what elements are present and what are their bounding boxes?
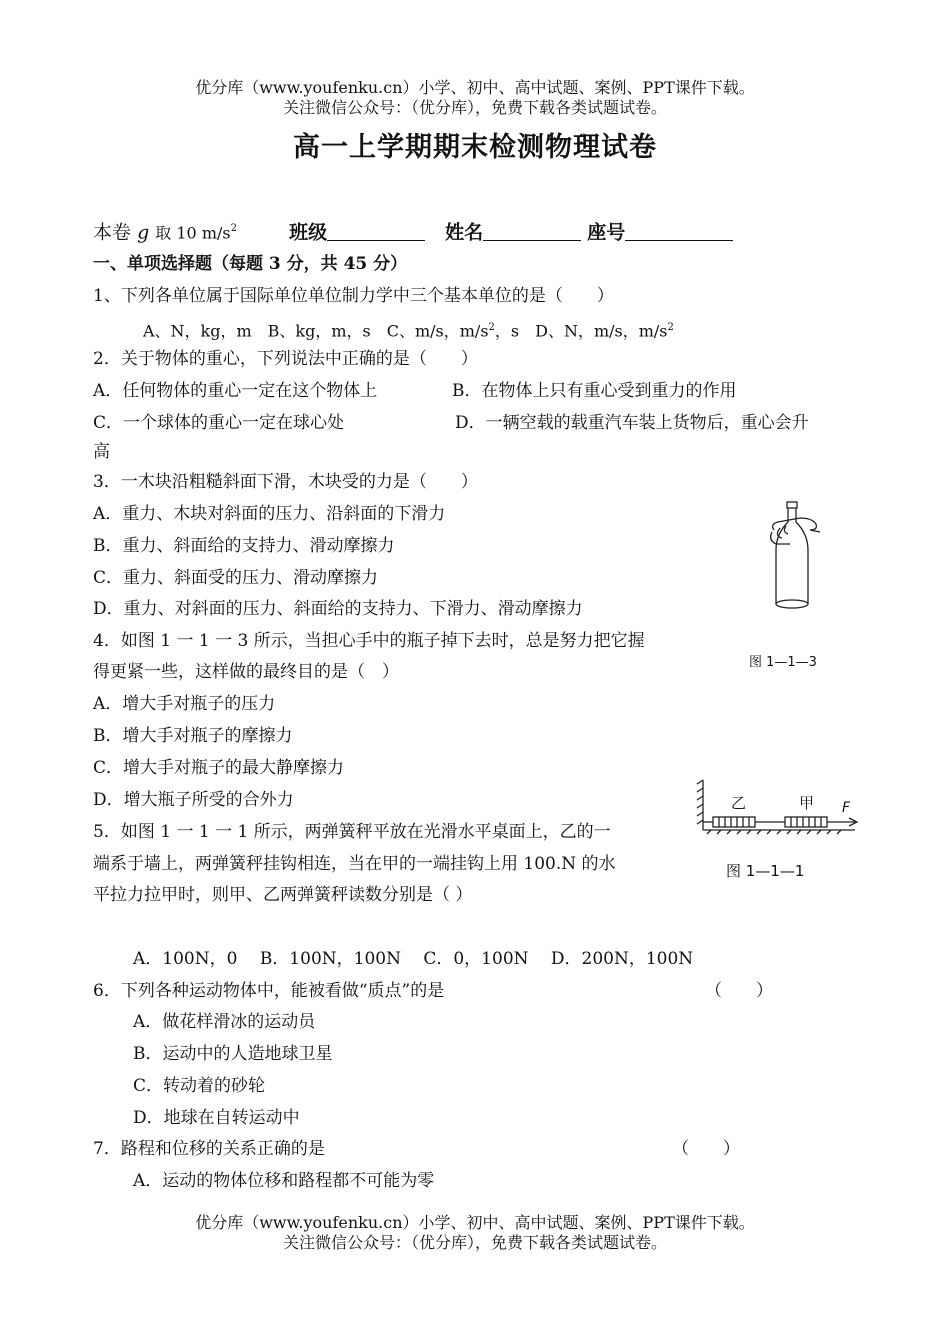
- q4-option-b: B．增大手对瓶子的摩擦力: [93, 726, 293, 746]
- q1-options: [143, 317, 674, 342]
- name-blank[interactable]: [483, 222, 581, 241]
- q1-options-part-a: A、N，kg，m B、kg，m，s C、m/s，m/s: [143, 321, 489, 341]
- info-line: [93, 218, 733, 244]
- q2-option-c: C．一个球体的重心一定在球心处: [93, 413, 345, 433]
- g-value: 取 10 m/s: [155, 223, 231, 243]
- q2-option-d: D．一辆空载的载重汽车装上货物后，重心会升: [455, 413, 809, 433]
- footer-line-1: 优分库（www.youfenku.cn）小学、初中、高中试题、案例、PPT课件下载。: [195, 1213, 755, 1232]
- q7-stem: 7．路程和位移的关系正确的是: [93, 1139, 325, 1159]
- q3-option-d: D．重力、对斜面的压力、斜面给的支持力、下滑力、滑动摩擦力: [93, 599, 583, 619]
- q4-option-d: D．增大瓶子所受的合外力: [93, 790, 294, 810]
- q3-option-a: A．重力、木块对斜面的压力、沿斜面的下滑力: [93, 504, 446, 524]
- q5-stem-line-3: 平拉力拉甲时，则甲、乙两弹簧秤读数分别是（ ）: [93, 885, 473, 905]
- g-var: g: [137, 221, 150, 244]
- q3-stem: 3．一木块沿粗糙斜面下滑，木块受的力是（ ）: [93, 472, 478, 492]
- seat-blank[interactable]: [625, 222, 733, 241]
- header-line-2: 关注微信公众号：（优分库），免费下载各类试题试卷。: [282, 98, 667, 117]
- q4-stem-line-1: 4．如图 1 一 1 一 3 所示，当担心手中的瓶子掉下去时，总是努力把它握: [93, 631, 645, 651]
- label-jia: 甲: [799, 794, 815, 812]
- q3-option-c: C．重力、斜面受的压力、滑动摩擦力: [93, 568, 379, 588]
- q6-option-b: B．运动中的人造地球卫星: [133, 1044, 333, 1064]
- spring-scale-figure: [695, 778, 865, 838]
- q1-sup-1: 2: [488, 322, 495, 333]
- q5-stem-line-1: 5．如图 1 一 1 一 1 所示，两弹簧秤平放在光滑水平桌面上，乙的一: [93, 822, 611, 842]
- section-1-heading: 一、单项选择题（每题 3 分，共 45 分）: [93, 254, 408, 274]
- g-sup: 2: [230, 223, 237, 234]
- q4-stem-line-2: 得更紧一些，这样做的最终目的是（ ）: [93, 662, 399, 682]
- q7-answer-paren: （ ）: [672, 1139, 740, 1159]
- q3-option-b: B．重力、斜面给的支持力、滑动摩擦力: [93, 536, 395, 556]
- class-label: 班级: [289, 221, 328, 244]
- q2-option-d-continued: 高: [93, 442, 110, 462]
- q5-options: A．100N，0 B．100N，100N C．0，100N D．200N，100N: [133, 949, 694, 969]
- q2-option-a: A．任何物体的重心一定在这个物体上: [93, 381, 378, 401]
- bottle-figure: [760, 500, 830, 615]
- q6-answer-paren: （ ）: [705, 981, 773, 1001]
- figure-1-1-1-caption: 图 1—1—1: [726, 862, 805, 880]
- g-prefix: 本卷: [93, 221, 132, 244]
- q1-options-part-b: ，s D、N，m/s，m/s: [494, 321, 668, 341]
- q2-stem: 2．关于物体的重心，下列说法中正确的是（ ）: [93, 349, 478, 369]
- label-yi: 乙: [731, 794, 747, 812]
- page-title: 高一上学期期末检测物理试卷: [293, 132, 657, 163]
- q6-option-c: C．转动着的砂轮: [133, 1076, 266, 1096]
- label-f: F: [842, 800, 851, 816]
- q6-option-a: A．做花样滑冰的运动员: [133, 1012, 316, 1032]
- name-label: 姓名: [445, 221, 484, 244]
- q5-stem-line-2: 端系于墙上，两弹簧秤挂钩相连，当在甲的一端挂钩上用 100.N 的水: [93, 854, 616, 874]
- q1-sup-2: 2: [667, 322, 674, 333]
- seat-label: 座号: [587, 221, 626, 244]
- bottle-hand-illustration: [760, 500, 830, 615]
- q4-option-c: C．增大手对瓶子的最大静摩擦力: [93, 758, 345, 778]
- q2-option-b: B．在物体上只有重心受到重力的作用: [452, 381, 737, 401]
- header-line-1: 优分库（www.youfenku.cn）小学、初中、高中试题、案例、PPT课件下载。: [195, 78, 755, 97]
- figure-1-1-3-caption: 图 1—1—3: [749, 655, 817, 670]
- q1-stem: 1、下列各单位属于国际单位单位制力学中三个基本单位的是（ ）: [93, 286, 614, 306]
- q6-stem: 6．下列各种运动物体中，能被看做“质点”的是: [93, 981, 445, 1001]
- footer-line-2: 关注微信公众号：（优分库），免费下载各类试题试卷。: [282, 1233, 667, 1252]
- spring-scale-illustration: [695, 778, 865, 838]
- q4-option-a: A．增大手对瓶子的压力: [93, 694, 276, 714]
- q6-option-d: D．地球在自转运动中: [133, 1108, 300, 1128]
- q7-option-a: A．运动的物体位移和路程都不可能为零: [133, 1171, 435, 1191]
- class-blank[interactable]: [327, 222, 425, 241]
